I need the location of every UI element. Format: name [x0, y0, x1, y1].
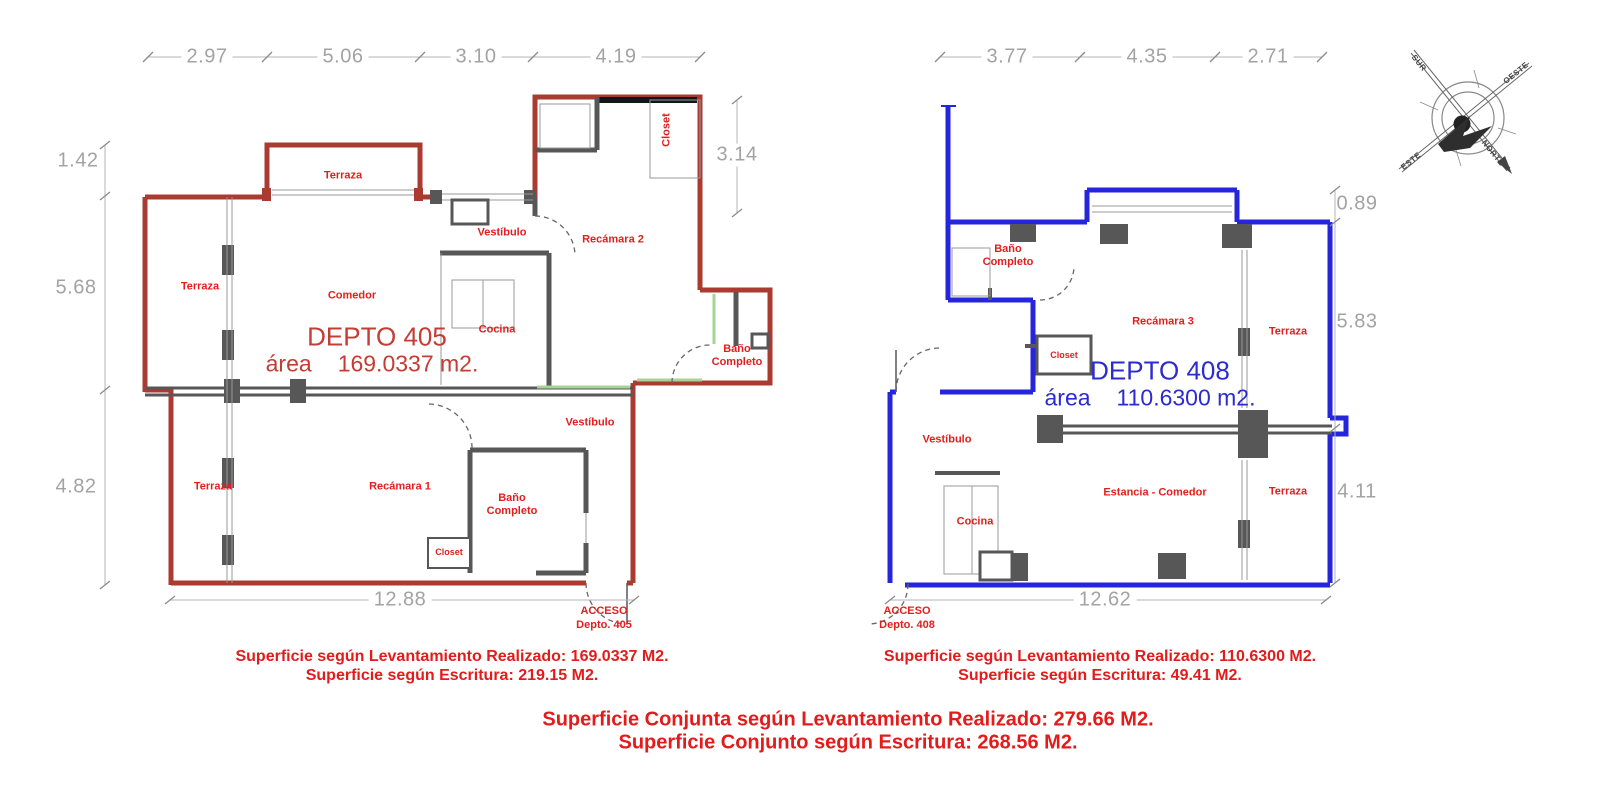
room-label-bano-408-line1: Baño: [994, 243, 1022, 255]
dim-408-right-2: 5.83: [1336, 310, 1378, 333]
room-label-vestibulo-408: Vestíbulo: [922, 433, 972, 446]
dim-405-top-3: 3.10: [451, 46, 502, 69]
dim-405-top-1: 2.97: [182, 46, 233, 69]
dim-405-left-3: 4.82: [55, 475, 97, 498]
room-label-bano-lower-line1: Baño: [498, 492, 526, 504]
area-word-408: área: [1044, 384, 1091, 411]
dim-405-right-1: 3.14: [712, 144, 763, 167]
room-label-vestibulo-upper-405: Vestíbulo: [477, 226, 527, 239]
room-label-estancia-408: Estancia - Comedor: [1103, 486, 1207, 499]
room-label-recamara2-405: Recámara 2: [582, 233, 644, 246]
room-label-recamara3-408: Recámara 3: [1132, 315, 1194, 328]
dim-408-right-1: 0.89: [1336, 192, 1378, 215]
room-label-bano-right-405: [712, 343, 763, 369]
dim-408-right-3: 4.11: [1337, 480, 1377, 503]
room-label-closet-408: Closet: [1050, 350, 1078, 360]
footer-superficie-conjunto: Superficie Conjunto según Escritura: 268.56 M2.: [618, 731, 1078, 754]
compass-label-norte: NORTE: [1479, 138, 1507, 168]
room-label-closet-lower-405: Closet: [435, 547, 463, 557]
superficie-levantamiento-405: Superficie según Levantamiento Realizado: 169.0337 M2.: [235, 648, 669, 665]
superficie-escritura-408: Superficie según Escritura: 49.41 M2.: [958, 667, 1242, 684]
room-label-vestibulo-lower-405: Vestíbulo: [565, 416, 615, 429]
dim-408-bottom-1: 12.62: [1074, 589, 1137, 612]
acceso-408-line1: ACCESO: [883, 605, 931, 617]
room-label-bano-lower-405: [487, 492, 538, 518]
dim-405-left-2: 5.68: [55, 276, 97, 299]
acceso-label-405: [576, 604, 632, 632]
dimension-lines: [105, 57, 1335, 600]
compass-label-este: ESTE: [1399, 150, 1423, 172]
acceso-405-line2: Depto. 405: [576, 619, 632, 631]
dim-405-left-1: 1.42: [57, 149, 99, 172]
area-value-408: 110.6300 m2.: [1116, 384, 1256, 411]
dim-405-top-2: 5.06: [318, 46, 369, 69]
footer-superficie-conjunta: Superficie Conjunta según Levantamiento Realizado: 279.66 M2.: [542, 708, 1154, 731]
room-label-comedor-405: Comedor: [327, 289, 377, 302]
room-label-terraza-upper-408: Terraza: [1268, 325, 1308, 338]
room-label-terraza-lower-408: Terraza: [1268, 485, 1308, 498]
plan-area-405: [266, 351, 479, 378]
dim-408-top-3: 2.71: [1243, 46, 1294, 69]
compass-label-sur: SUR: [1409, 53, 1429, 73]
acceso-label-408: [879, 604, 935, 632]
plan-title-408: DEPTO 408: [1090, 355, 1230, 386]
dim-408-top-2: 4.35: [1122, 46, 1173, 69]
room-label-bano-right-line1: Baño: [723, 343, 751, 355]
area-value-405: 169.0337 m2.: [337, 350, 479, 377]
room-label-terraza-lower-405: Terraza: [193, 480, 233, 493]
room-label-bano-408-line2: Completo: [982, 256, 1034, 268]
room-label-terraza-left-405: Terraza: [180, 280, 220, 293]
area-word-405: área: [265, 350, 312, 377]
plan-area-408: [1044, 385, 1255, 412]
room-label-bano-lower-line2: Completo: [486, 505, 538, 517]
superficie-levantamiento-408: Superficie según Levantamiento Realizado: 110.6300 M2.: [883, 648, 1317, 665]
room-label-cocina-405: Cocina: [478, 323, 516, 336]
room-label-cocina-408: Cocina: [956, 515, 994, 528]
plan-title-405: DEPTO 405: [307, 321, 447, 352]
room-label-bano-right-line2: Completo: [711, 356, 763, 368]
compass-label-oeste: OESTE: [1501, 60, 1531, 86]
room-label-bano-408: [983, 243, 1034, 269]
room-label-recamara1-405: Recámara 1: [369, 480, 431, 493]
room-label-closet-top-405: Closet: [660, 113, 673, 147]
dim-405-bottom-1: 12.88: [369, 589, 432, 612]
superficie-escritura-405: Superficie según Escritura: 219.15 M2.: [305, 667, 599, 684]
acceso-408-line2: Depto. 408: [879, 619, 935, 631]
dim-408-top-1: 3.77: [982, 46, 1033, 69]
room-label-terraza-top-405: Terraza: [323, 169, 363, 182]
acceso-405-line1: ACCESO: [580, 605, 628, 617]
dim-405-top-4: 4.19: [591, 46, 642, 69]
